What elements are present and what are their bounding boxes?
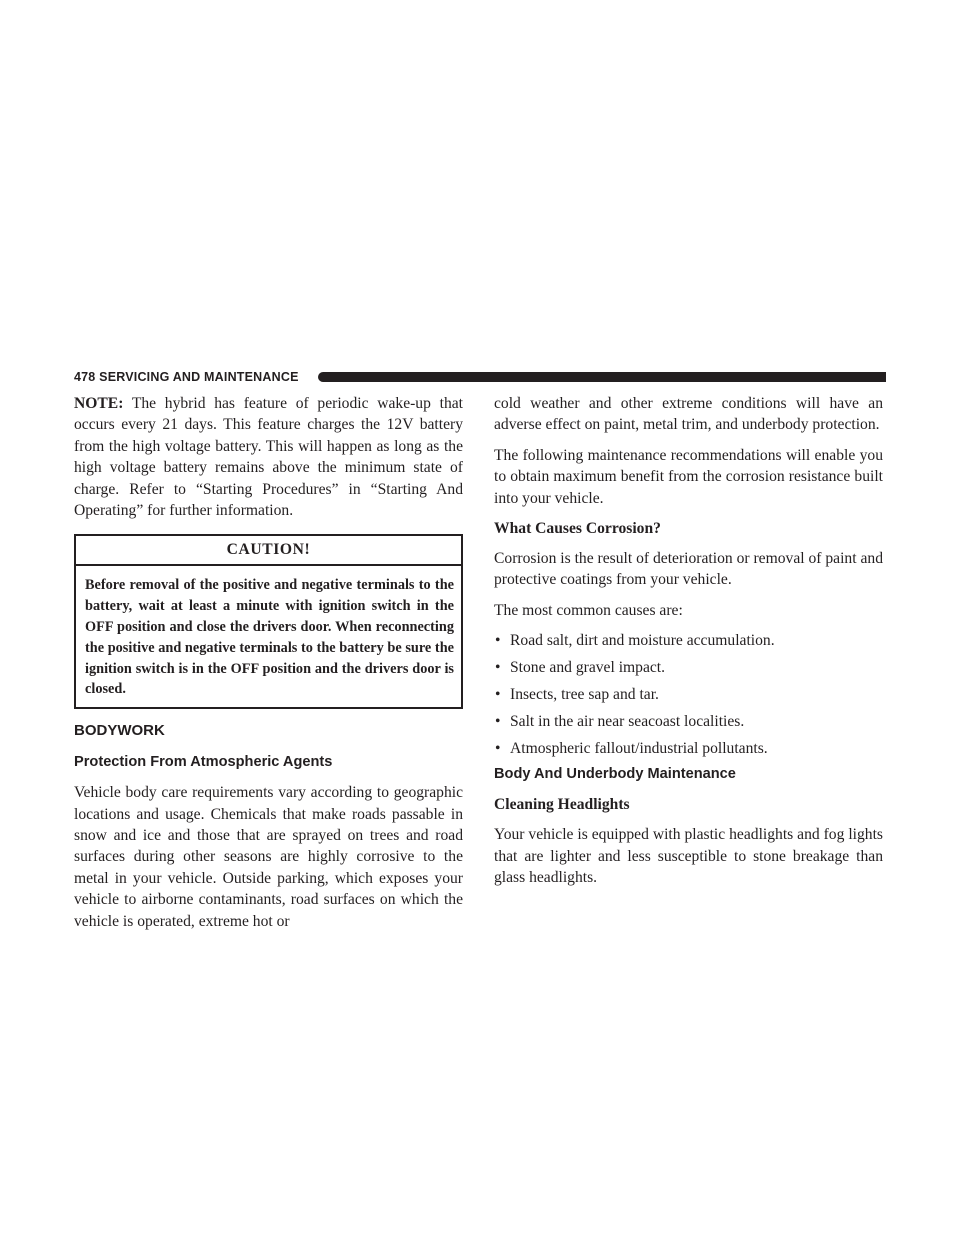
- list-item: • Road salt, dirt and moisture accumulation.: [495, 632, 775, 650]
- caution-box: [74, 534, 463, 709]
- note-text: The hybrid has feature of periodic wake-up that occurs every 21 days. This feature charges the 12V battery from the high voltage battery. This will happen as long as the high voltage battery remains above the minimum state of charge. Refer to “Starting Procedures” in “Starting And Operating” for further information.: [74, 395, 463, 520]
- recommendations-paragraph: The following maintenance recommendations will enable you to obtain maximum benefit from the corrosion resistance built into your vehicle.: [494, 446, 883, 507]
- causes-list: [494, 630, 883, 759]
- list-item: • Stone and gravel impact.: [495, 659, 666, 677]
- list-item: • Insects, tree sap and tar.: [495, 686, 659, 704]
- page-number: 478: [74, 370, 96, 384]
- corrosion-paragraph: Corrosion is the result of deterioration or removal of paint and protective coatings from your vehicle.: [494, 550, 883, 589]
- note-paragraph: [74, 393, 463, 521]
- bullet-icon: •: [495, 740, 501, 758]
- header-rule-bar: [318, 372, 886, 382]
- bullet-icon: •: [495, 713, 501, 731]
- section-title: SERVICING AND MAINTENANCE: [99, 370, 299, 384]
- caution-text: Before removal of the positive and negative terminals to the battery, wait at least a minute with ignition switch in the OFF position and close the drivers door. When reconnecting the positive and negative terminals to the battery be sure the ignition switch is in the OFF position and the drivers door is closed.: [85, 577, 454, 698]
- continuation-paragraph: cold weather and other extreme conditions will have an adverse effect on paint, metal trim, and underbody protection.: [494, 395, 883, 434]
- page-header: [74, 370, 886, 384]
- caution-title: CAUTION!: [76, 536, 461, 566]
- page-header-text: [74, 370, 299, 384]
- note-label: NOTE:: [74, 395, 124, 412]
- heading-bodywork: BODYWORK: [74, 722, 165, 740]
- heading-protection: Protection From Atmospheric Agents: [74, 754, 333, 771]
- right-column: [494, 393, 883, 897]
- heading-body-underbody-maintenance: Body And Underbody Maintenance: [494, 766, 736, 783]
- heading-cleaning-headlights: Cleaning Headlights: [494, 796, 630, 814]
- bullet-icon: •: [495, 659, 501, 677]
- headlights-paragraph: Your vehicle is equipped with plastic headlights and fog lights that are lighter and less susceptible to stone breakage than glass headlights.: [494, 826, 883, 887]
- list-item: • Atmospheric fallout/industrial pollutants.: [495, 740, 768, 758]
- causes-intro: The most common causes are:: [494, 601, 683, 619]
- bullet-icon: •: [495, 632, 501, 650]
- protection-paragraph: Vehicle body care requirements vary according to geographic locations and usage. Chemicals that make roads passable in snow and ice and those that are sprayed on trees and road surfaces during other seasons are highly corrosive to the metal in your vehicle. Outside parking, which exposes your vehicle to airborne contaminants, road surfaces on which the vehicle is operated, extreme hot or: [74, 784, 463, 930]
- left-column: [74, 393, 463, 941]
- heading-what-causes-corrosion: What Causes Corrosion?: [494, 520, 661, 538]
- bullet-icon: •: [495, 686, 501, 704]
- list-item: • Salt in the air near seacoast localities.: [495, 713, 745, 731]
